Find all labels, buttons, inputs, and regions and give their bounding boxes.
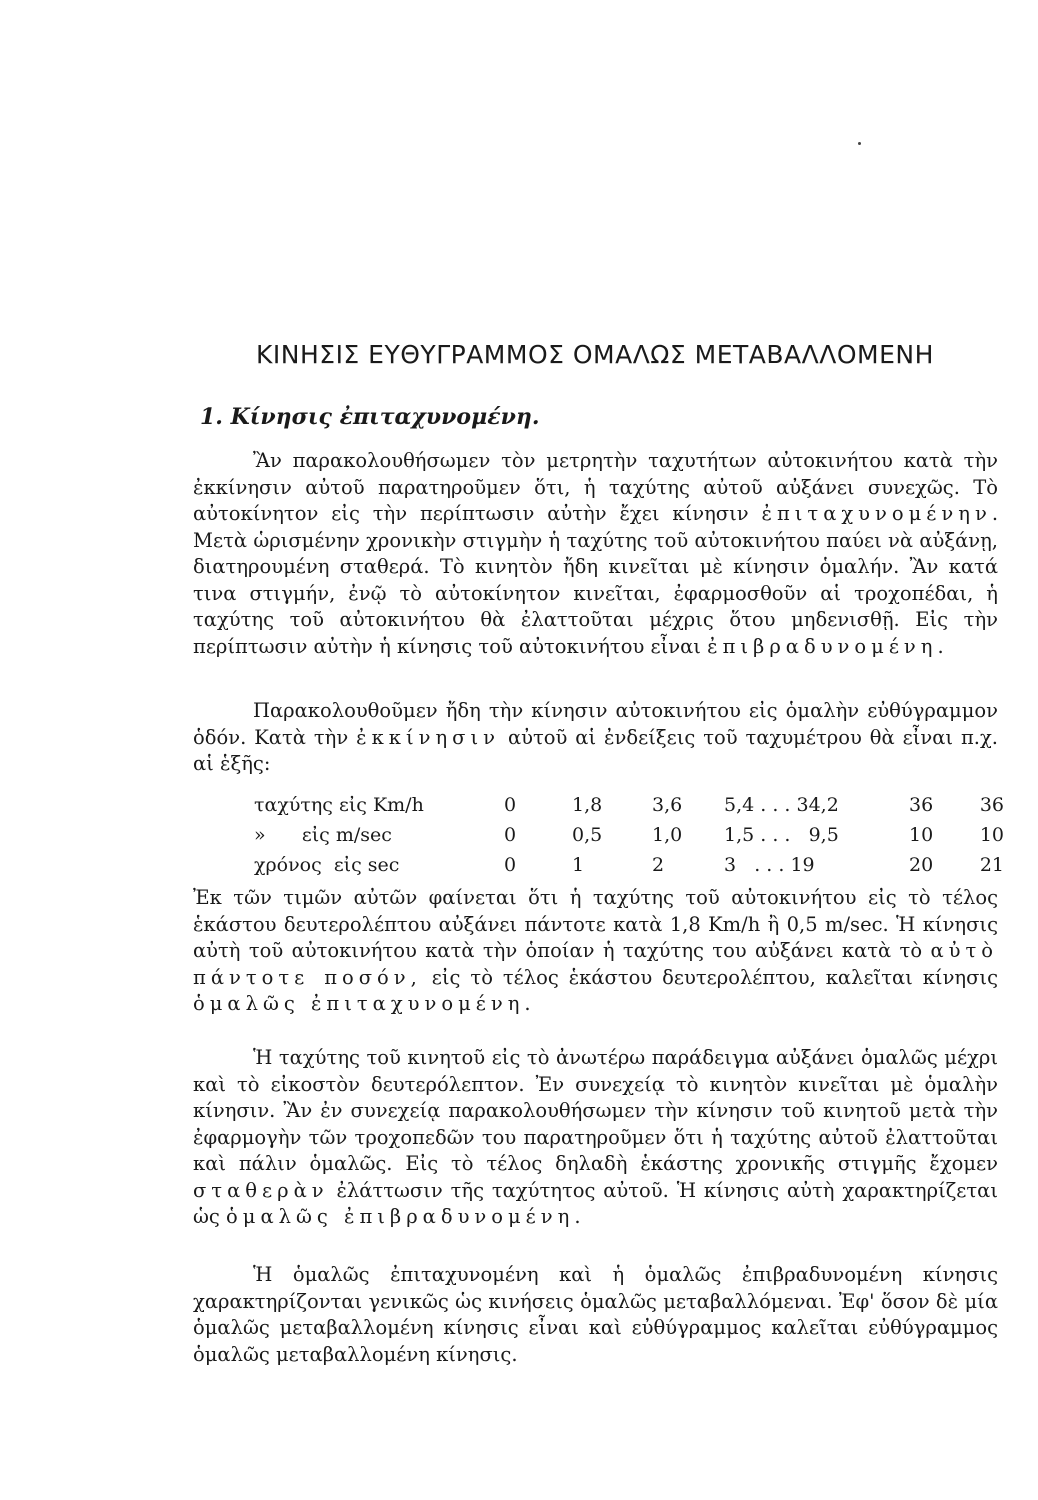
- speed-time-table: [254, 790, 1004, 880]
- p1-text-c: . Μετὰ ὡρισμένην χρονικὴν στιγμὴν ἡ ταχύτης τοῦ αὐτοκινήτου παύει νὰ αὐξάνῃ, διατηρουμένη σταθερά. Τὸ κινητὸν ἤδη κινεῖται μὲ κίνησιν ὁμαλήν. Ἂν κατά τινα στιγμήν, ἐνῷ τὸ αὐτοκίνητον κινεῖται, ἐφαρμοσθοῦν αἱ τροχοπέδαι, ἡ ταχύτης τοῦ αὐτοκινήτου θὰ ἐλαττοῦται μέχρις ὅτου μηδενισθῇ. Εἰς τὴν περίπτωσιν αὐτὴν ἡ κίνησις τοῦ αὐτοκινήτου εἶναι: [193, 502, 999, 658]
- paragraph-5: Ἡ ὁμαλῶς ἐπιταχυνομένη καὶ ἡ ὁμαλῶς ἐπιβραδυνομένη κίνησις χαρακτηρίζονται γενικῶς ὡς κινήσεις ὁμαλῶς μεταβαλλόμεναι. Ἐφ' ὅσον δὲ μία ὁμαλῶς μεταβαλλομένη κίνησις εἶναι καὶ εὐθύγραμμος καλεῖται εὐθύγραμμος ὁμαλῶς μεταβαλλομένη κίνησις.: [193, 1263, 998, 1366]
- p2-text-c: αὐτοῦ αἱ ἐνδείξεις τοῦ ταχυμέτρου θὰ εἶναι π.χ. αἱ ἑξῆς:: [193, 725, 998, 775]
- table-cell: 10: [979, 824, 1004, 846]
- table-cell: 36: [979, 794, 1004, 816]
- p1-emph-decelerating: ἐπιβραδυνομένη.: [707, 634, 949, 658]
- table-cell: 0: [504, 794, 517, 816]
- speck: [858, 142, 861, 145]
- table-cell: 1: [572, 854, 585, 876]
- p4-emph-constant: σταθερὰν: [193, 1178, 329, 1202]
- paragraph-3: [193, 885, 998, 1018]
- paragraph-4: [193, 1045, 998, 1231]
- table-row: [254, 820, 1004, 850]
- p4-text-a: Ἡ ταχύτης τοῦ κινητοῦ εἰς τὸ ἀνωτέρω παράδειγμα αὐξάνει ὁμαλῶς μέχρι καὶ τὸ εἰκοστὸν δευτερόλεπτον. Ἐν συνεχείᾳ τὸ κινητὸν κινεῖται μὲ ὁμαλὴν κίνησιν. Ἂν ἐν συνεχείᾳ παρακολουθήσωμεν τὴν κίνησιν τοῦ κινητοῦ μετὰ τὴν ἐφαρμογὴν τῶν τροχοπεδῶν του παρατηροῦμεν ὅτι ἡ ταχύτης αὐτοῦ ἐλαττοῦται καὶ πάλιν ὁμαλῶς. Εἰς τὸ τέλος δηλαδὴ ἑκάστης χρονικῆς στιγμῆς ἔχομεν: [193, 1046, 998, 1175]
- p2-emph-start: ἐκκίνησιν: [356, 725, 500, 749]
- table-row: [254, 790, 1004, 820]
- page-title: ΚΙΝΗΣΙΣ ΕΥΘΥΓΡΑΜΜΟΣ ΟΜΑΛΩΣ ΜΕΤΑΒΑΛΛΟΜΕΝΗ: [256, 340, 934, 369]
- table-cell: 1,5 . . . 9,5: [724, 824, 839, 846]
- p3-text-a: Ἐκ τῶν τιμῶν αὐτῶν φαίνεται ὅτι ἡ ταχύτης τοῦ αὐτοκινήτου εἰς τὸ τέλος ἑκάστου δευτερολέπτου αὐξάνει πάντοτε κατὰ 1,8 Km/h ἢ 0,5 m/sec. Ἡ κίνησις αὐτὴ τοῦ αὐτοκινήτου κατὰ τὴν ὁποίαν ἡ ταχύτης του αὐξάνει κατὰ τὸ: [193, 886, 998, 962]
- table-cell: 21: [979, 854, 1004, 876]
- table-cell: 2: [652, 854, 665, 876]
- p3-emph-same-amount: αὐτὸ πάντοτε ποσόν,: [193, 939, 999, 989]
- table-cell: 3,6: [652, 794, 683, 816]
- table-cell: 0: [504, 854, 517, 876]
- table-cell: 0: [504, 824, 517, 846]
- p3-text-c: εἰς τὸ τέλος ἑκάστου δευτερολέπτου, καλεῖται κίνησις: [431, 965, 998, 989]
- p2-text-a: Παρακολουθοῦμεν ἤδη τὴν κίνησιν αὐτοκινήτου εἰς ὁμαλὴν εὐθύγραμμον ὁδόν. Κατὰ τὴν: [193, 699, 998, 749]
- p1-emph-accelerating: ἐπιταχυνομένην: [761, 502, 992, 525]
- table-cell: 36: [909, 794, 934, 816]
- table-cell: 20: [909, 854, 934, 876]
- p1-text-a: Ἂν παρακολουθήσωμεν τὸν μετρητὴν ταχυτήτων αὐτοκινήτου κατὰ τὴν ἐκκίνησιν αὐτοῦ παρατηροῦμεν ὅτι, ἡ ταχύτης αὐτοῦ αὐξάνει συνεχῶς. Τὸ αὐτοκίνητον εἰς τὴν περίπτωσιν αὐτὴν ἔχει κίνησιν: [193, 449, 998, 525]
- p4-text-c: ἐλάττωσιν τῆς ταχύτητος αὐτοῦ. Ἡ κίνησις αὐτὴ χαρακτηρίζεται ὡς: [193, 1178, 998, 1228]
- row-label: » εἰς m/sec: [254, 824, 392, 846]
- table-cell: 5,4 . . . 34,2: [724, 794, 839, 816]
- table-cell: 1,0: [652, 824, 683, 846]
- section-heading: 1. Κίνησις ἐπιταχυνομένη.: [200, 404, 540, 430]
- row-label: ταχύτης εἰς Km/h: [254, 794, 424, 816]
- table-cell: 0,5: [572, 824, 603, 846]
- table-cell: 10: [909, 824, 934, 846]
- p4-emph-uniformly-decelerating: ὁμαλῶς ἐπιβραδυνομένη.: [226, 1205, 586, 1228]
- table-cell: 1,8: [572, 794, 603, 816]
- table-row: [254, 850, 1004, 880]
- paragraph-1: [193, 448, 998, 660]
- row-label: χρόνος εἰς sec: [254, 854, 400, 876]
- paragraph-2: [193, 698, 998, 778]
- table-cell: 3 . . . 19: [724, 854, 815, 876]
- p3-emph-uniformly-accelerating: ὁμαλῶς ἐπιταχυνομένη.: [193, 992, 536, 1015]
